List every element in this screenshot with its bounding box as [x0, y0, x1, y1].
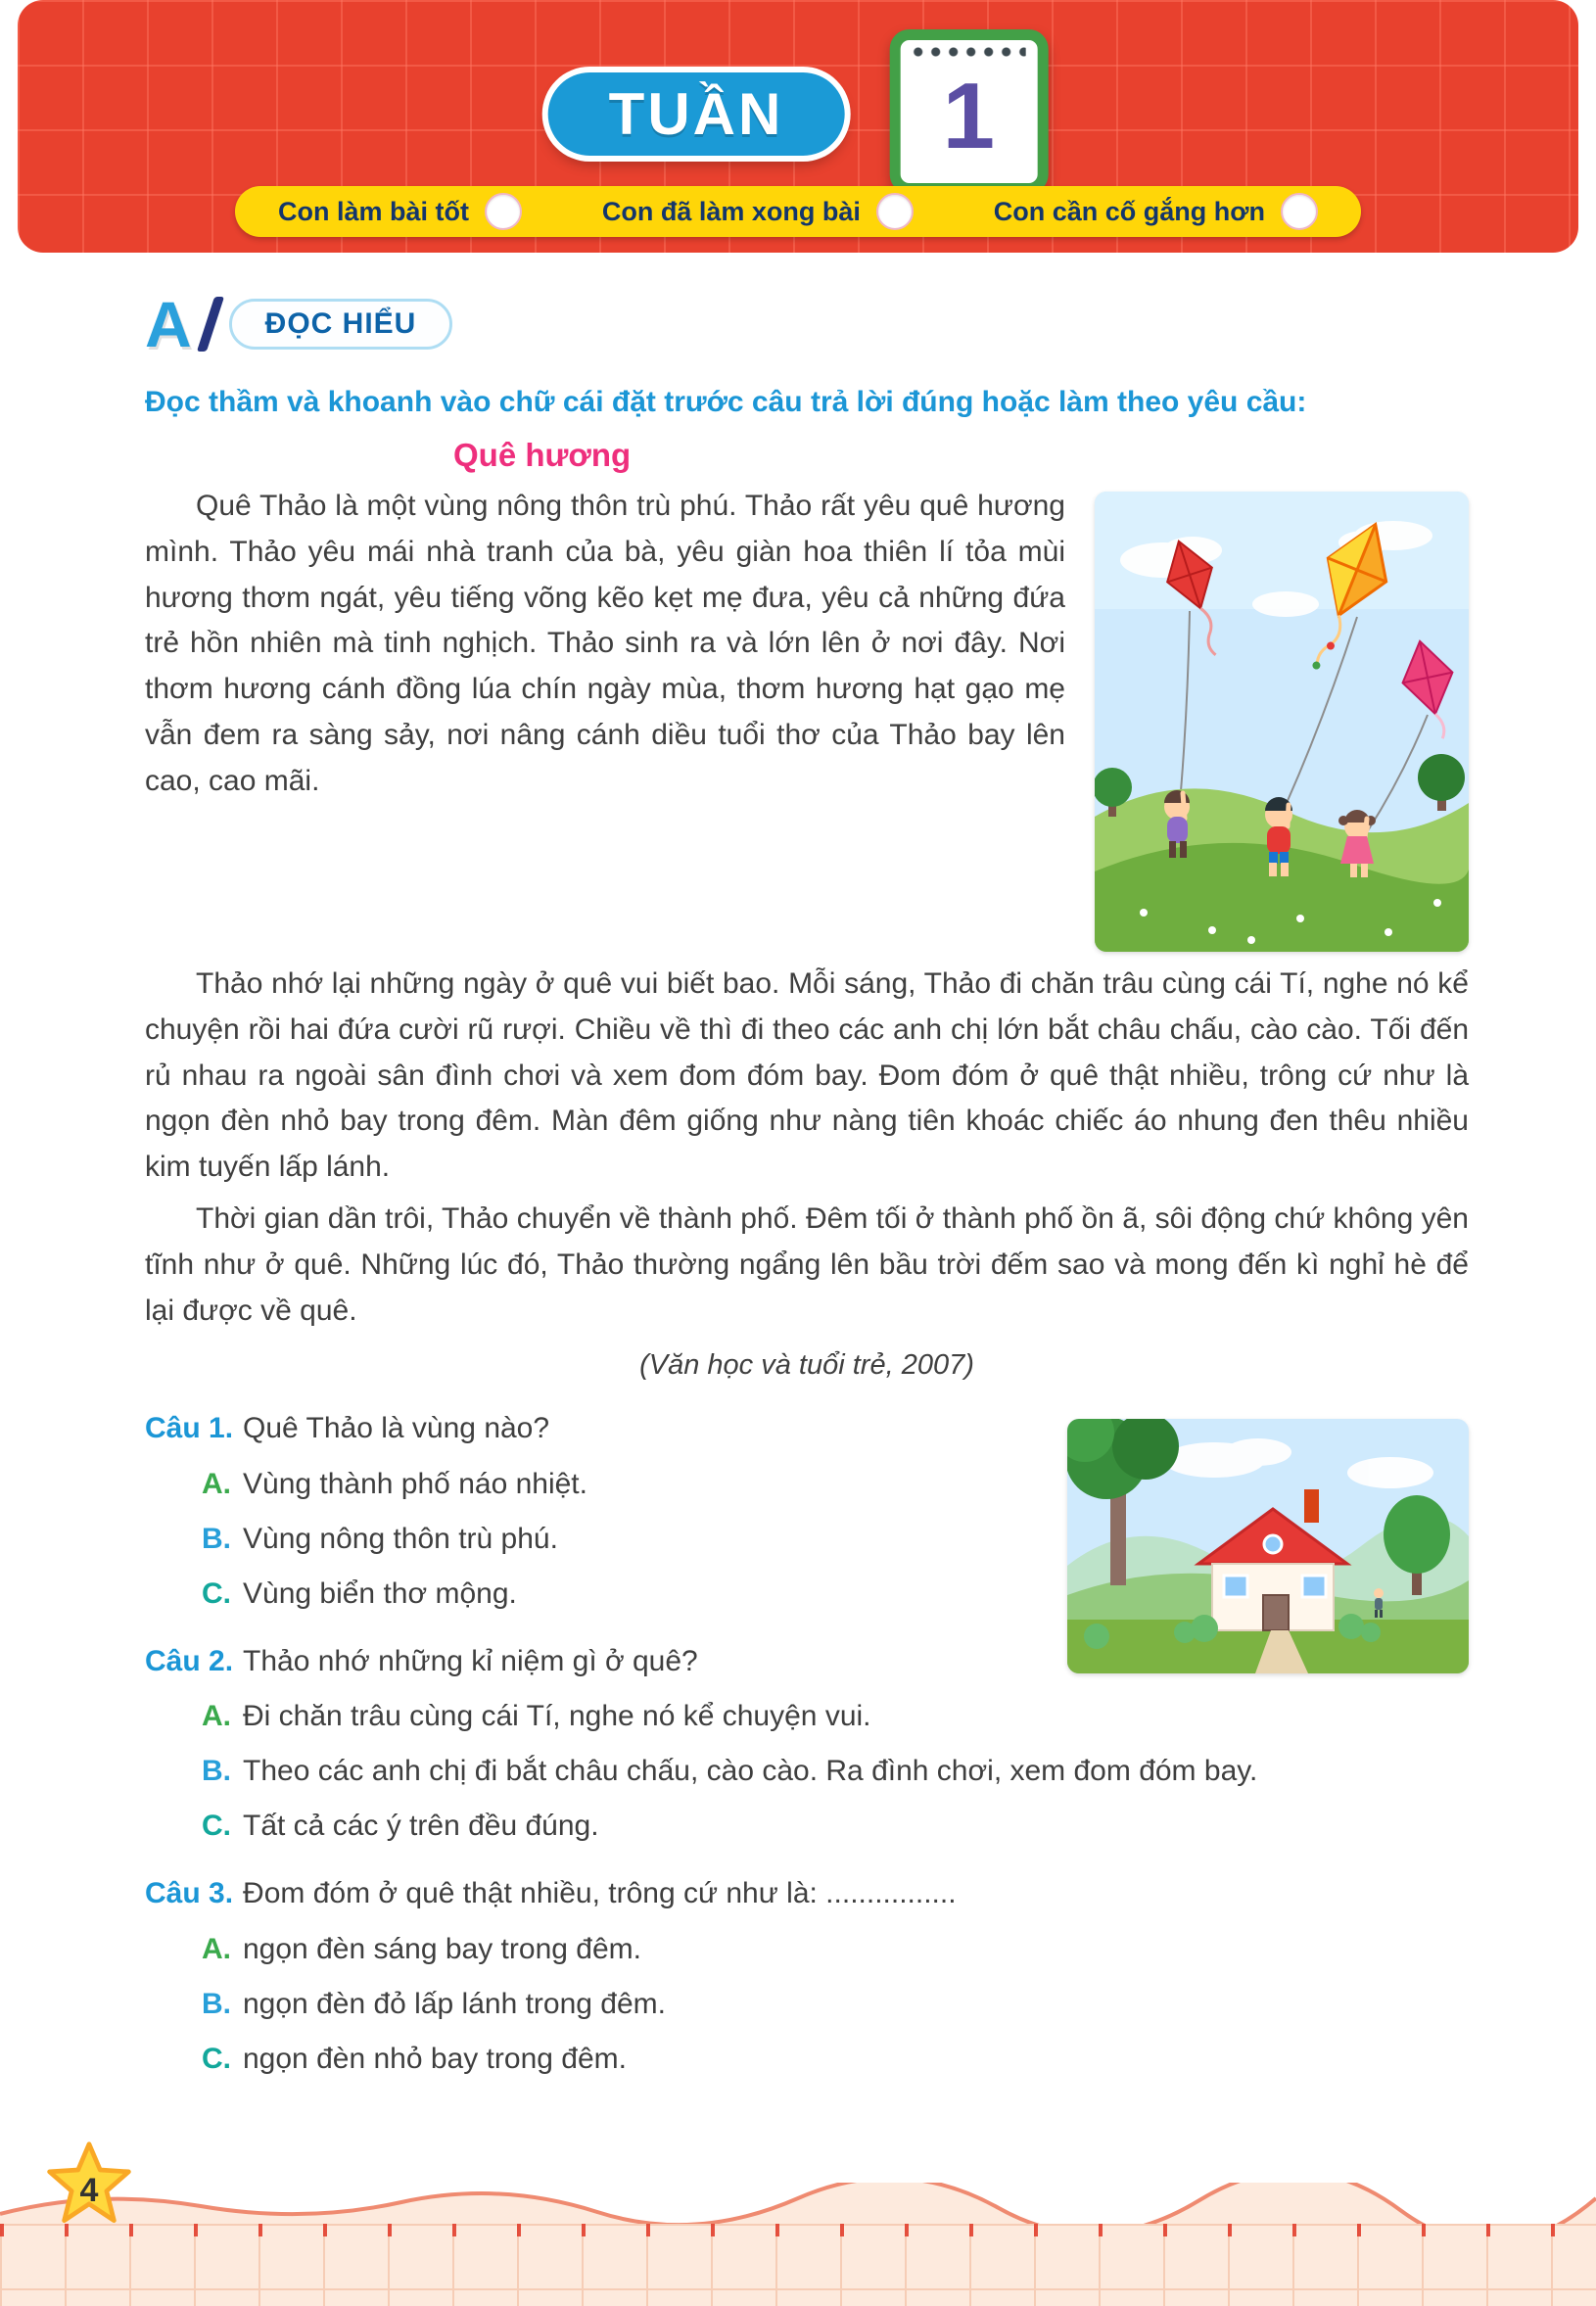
- reading-title: Quê hương: [453, 437, 632, 473]
- footer-wave: [0, 2183, 1596, 2224]
- instruction-text: Đọc thầm và khoanh vào chữ cái đặt trước câu trả lời đúng hoặc làm theo yêu cầu:: [145, 386, 1307, 418]
- question-text: Thảo nhớ những kỉ niệm gì ở quê?: [243, 1644, 698, 1677]
- passage-source: (Văn học và tuổi trẻ, 2007): [639, 1349, 974, 1382]
- option-b: [202, 1984, 1469, 2025]
- option-letter[interactable]: B.: [202, 1522, 231, 1555]
- option-text: Tất cả các ý trên đều đúng.: [243, 1810, 599, 1843]
- questions-section: [145, 1407, 1469, 2080]
- option-text: ngọn đèn sáng bay trong đêm.: [243, 1932, 641, 1965]
- option-c: [202, 2039, 1469, 2080]
- option-letter[interactable]: A.: [202, 1700, 231, 1733]
- page-number: 4: [79, 2171, 99, 2209]
- option-text: Theo các anh chị đi bắt châu chấu, cào cào. Ra đình chơi, xem đom đóm bay.: [243, 1755, 1258, 1788]
- check-item-finished: [602, 193, 914, 230]
- check-label: Con cần cố gắng hơn: [993, 196, 1265, 226]
- footer-grid-band: [0, 2224, 1596, 2306]
- option-letter[interactable]: B.: [202, 1755, 231, 1788]
- week-header: [18, 0, 1578, 253]
- question-3: [145, 1872, 1469, 2080]
- option-c: [202, 1806, 1469, 1847]
- week-badges: [548, 29, 1049, 194]
- calendar-spiral-dots-icon: [912, 46, 1025, 58]
- check-item-try-harder: [994, 193, 1318, 230]
- answer-circle[interactable]: [1281, 193, 1318, 230]
- check-label: Con đã làm xong bài: [601, 196, 861, 226]
- section-title: ĐỌC HIỂU: [229, 299, 453, 350]
- option-letter[interactable]: C.: [202, 2042, 231, 2075]
- week-number-calendar: [889, 29, 1048, 194]
- option-text: Vùng nông thôn trù phú.: [243, 1522, 558, 1555]
- question-text: Quê Thảo là vùng nào?: [243, 1412, 550, 1445]
- option-letter[interactable]: A.: [202, 1467, 231, 1500]
- section-header: [145, 288, 1469, 360]
- question-label: Câu 2.: [145, 1644, 234, 1677]
- kites-illustration: [1095, 492, 1469, 952]
- option-text: ngọn đèn đỏ lấp lánh trong đêm.: [243, 1987, 666, 2020]
- question-line: [145, 1872, 1469, 1915]
- option-text: Vùng thành phố náo nhiệt.: [243, 1467, 587, 1500]
- option-a: [202, 1696, 1469, 1737]
- answer-circle[interactable]: [485, 193, 522, 230]
- section-letter: A: [145, 288, 192, 360]
- page-content: [0, 253, 1596, 2080]
- check-item-did-well: [278, 193, 522, 230]
- week-number: 1: [942, 64, 996, 168]
- passage-paragraph: Thảo nhớ lại những ngày ở quê vui biết bao. Mỗi sáng, Thảo đi chăn trâu cùng cái Tí, nghe nó kể chuyện rồi hai đứa cười rũ rượi. Chiều về thì đi theo các anh chị lớn bắt châu chấu, cào cào. Tối đến rủ nhau ra ngoài sân đình chơi và xem đom đóm bay. Đom đóm ở quê thật nhiều, trông cứ như là ngọn đèn nhỏ bay trong đêm. Màn đêm giống như nàng tiên khoác chiếc áo nhung đen thêu nhiều kim tuyến lấp lánh.: [145, 967, 1469, 1184]
- self-check-banner: [235, 186, 1361, 237]
- option-letter[interactable]: C.: [202, 1577, 231, 1610]
- question-text: Đom đóm ở quê thật nhiều, trông cứ như là: ................: [243, 1877, 957, 1910]
- option-b: [202, 1751, 1469, 1792]
- option-letter[interactable]: A.: [202, 1932, 231, 1965]
- option-letter[interactable]: B.: [202, 1987, 231, 2020]
- answer-circle[interactable]: [876, 193, 914, 230]
- slash-divider-icon: [197, 297, 224, 352]
- passage-paragraph: Thời gian dần trôi, Thảo chuyển về thành phố. Đêm tối ở thành phố ồn ã, sôi động chứ không yên tĩnh như ở quê. Những lúc đó, Thảo thường ngẩng lên bầu trời đếm sao và mong đến kì nghỉ hè để lại được về quê.: [145, 1201, 1469, 1327]
- question-label: Câu 1.: [145, 1412, 234, 1445]
- check-label: Con làm bài tốt: [278, 196, 469, 226]
- option-text: Đi chăn trâu cùng cái Tí, nghe nó kể chuyện vui.: [243, 1700, 871, 1733]
- option-letter[interactable]: C.: [202, 1810, 231, 1843]
- option-a: [202, 1929, 1469, 1970]
- house-illustration: [1067, 1419, 1469, 1673]
- page-number-badge: [43, 2140, 135, 2232]
- option-text: Vùng biển thơ mộng.: [243, 1577, 517, 1610]
- week-label-badge: TUẦN: [548, 72, 845, 156]
- reading-passage: [145, 484, 1469, 1382]
- option-text: ngọn đèn nhỏ bay trong đêm.: [243, 2042, 627, 2075]
- question-label: Câu 3.: [145, 1877, 234, 1910]
- passage-paragraph: Quê Thảo là một vùng nông thôn trù phú. Thảo rất yêu quê hương mình. Thảo yêu mái nhà tranh của bà, yêu giàn hoa thiên lí tỏa mùi hương thơm ngát, yêu tiếng võng kẽo kẹt mẹ đưa, yêu cả những đứa trẻ hồn nhiên mà tinh nghịch. Thảo sinh ra và lớn lên ở nơi đây. Nơi thơm hương cánh đồng lúa chín ngày mùa, thơm hương hạt gạo mẹ vẫn đem ra sàng sảy, nơi nâng cánh diều tuổi thơ của Thảo bay lên cao, cao mãi.: [145, 490, 1065, 797]
